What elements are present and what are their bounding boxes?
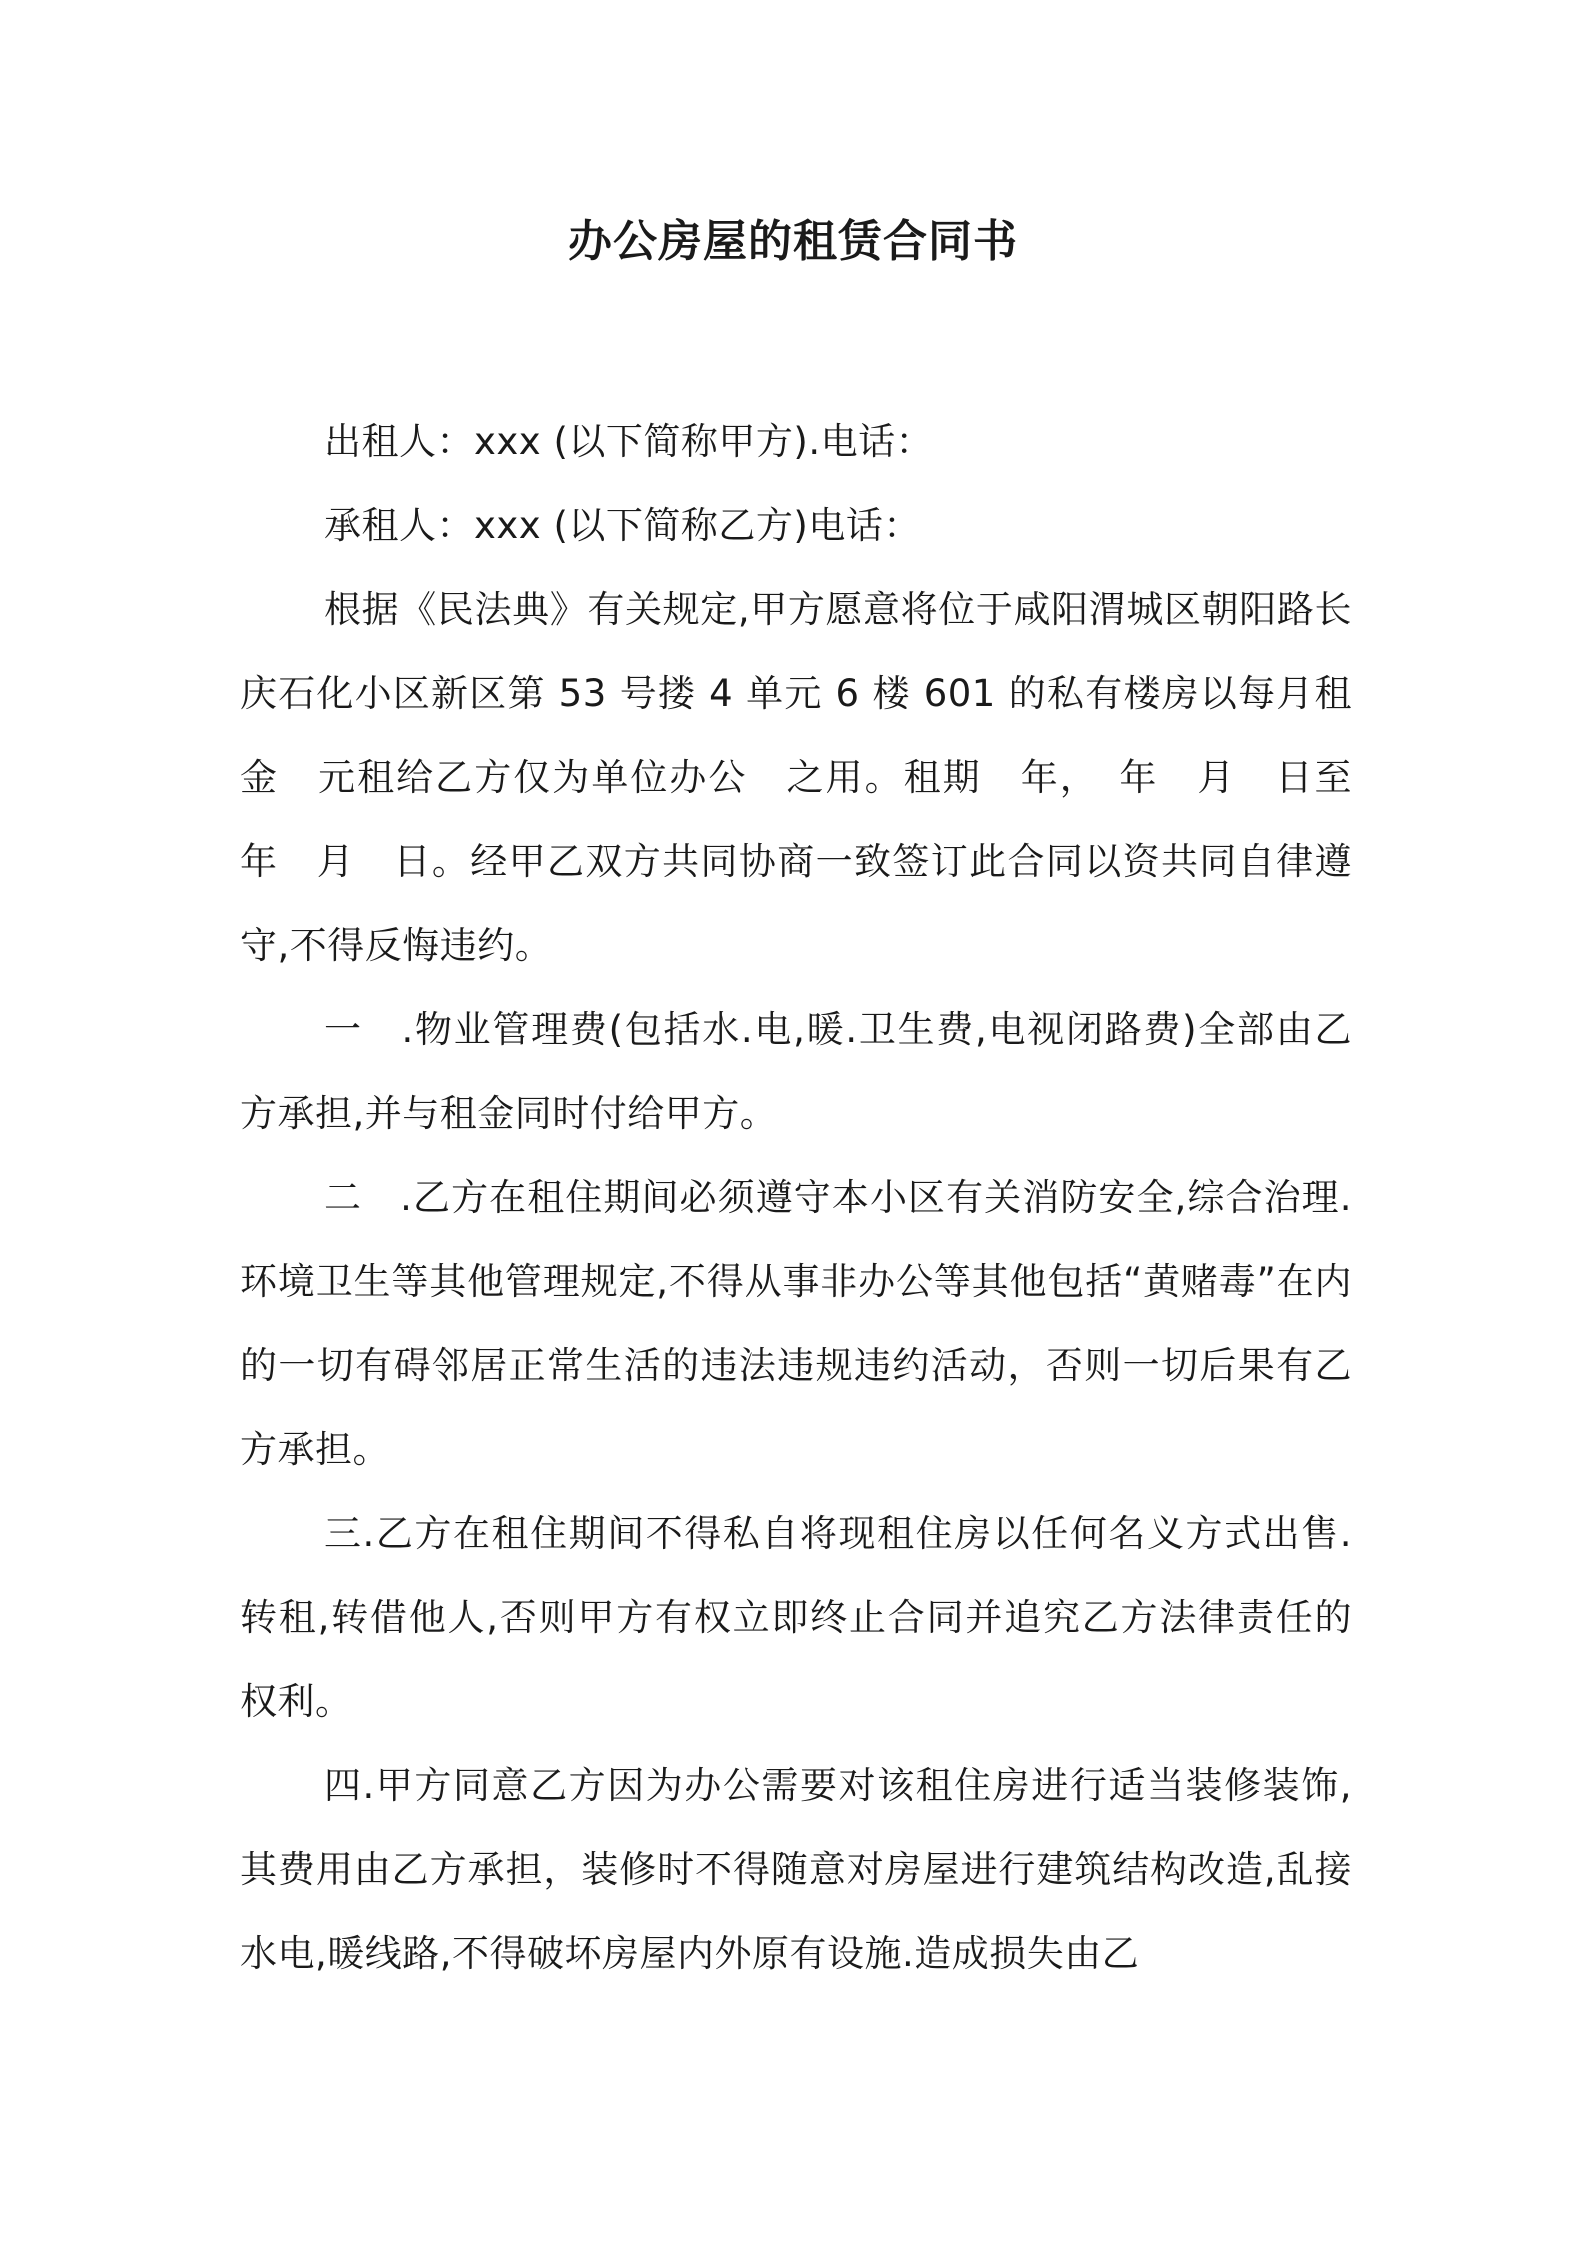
intro-paragraph: 根据《民法典》有关规定,甲方愿意将位于咸阳渭城区朝阳路长庆石化小区新区第 53 号搂 4 单元 6 楼 601 的私有楼房以每月租金 元租给乙方仅为单位办公 之用。租期 年， 年 月 日至 年 月 日。经甲乙双方共同协商一致签订此合同以资共同自律遵守,不得反悔违约。 bbox=[240, 588, 1390, 967]
document-title: 办公房屋的租赁合同书 bbox=[568, 216, 1018, 267]
clause-1: 一 .物业管理费(包括水.电,暖.卫生费,电视闭路费)全部由乙方承担,并与租金同时付给甲方。 bbox=[240, 1008, 1352, 1135]
clause-4: 四.甲方同意乙方因为办公需要对该租住房进行适当装修装饰,其费用由乙方承担，装修时不得随意对房屋进行建筑结构改造,乱接水电,暖线路,不得破坏房屋内外原有设施.造成损失由乙 bbox=[240, 1764, 1352, 1975]
lessor-line: 出租人：xxx (以下简称甲方).电话： bbox=[324, 420, 934, 463]
clause-2: 二 .乙方在租住期间必须遵守本小区有关消防安全,综合治理.环境卫生等其他管理规定,不得从事非办公等其他包括“黄赌毒”在内的一切有碍邻居正常生活的违法违规违约活动，否则一切后果有乙方承担。 bbox=[240, 1176, 1352, 1471]
clause-3: 三.乙方在租住期间不得私自将现租住房以任何名义方式出售.转租,转借他人,否则甲方有权立即终止合同并追究乙方法律责任的权利。 bbox=[240, 1512, 1352, 1723]
lessee-line: 承租人：xxx (以下简称乙方)电话： bbox=[324, 504, 921, 547]
document-body bbox=[240, 400, 1390, 1996]
